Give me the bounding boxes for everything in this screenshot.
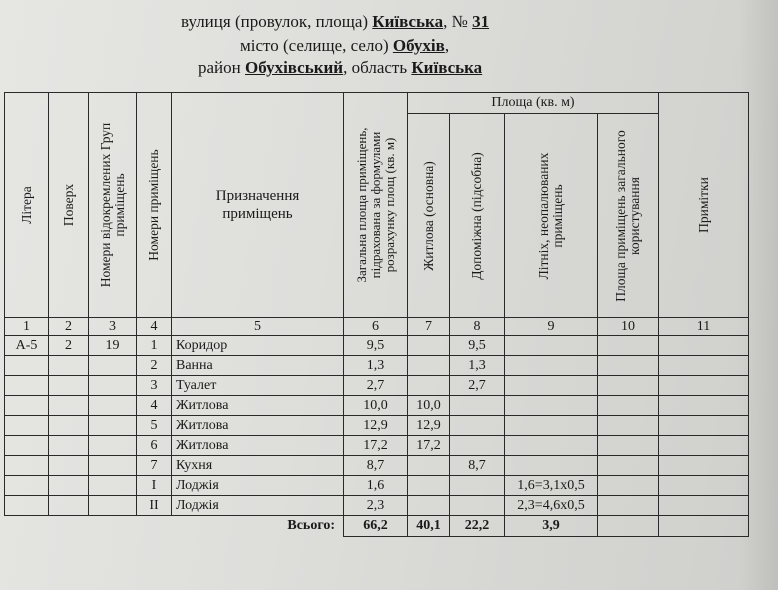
total-notes (659, 516, 749, 537)
cell-living: 12,9 (408, 416, 450, 436)
total-summer-sum: 3,9 (505, 516, 598, 537)
district-prefix: район (198, 58, 241, 77)
col-num: 7 (408, 318, 450, 336)
cell-total: 12,9 (344, 416, 408, 436)
cell-litera: А-5 (5, 336, 49, 356)
cell-notes (659, 476, 749, 496)
cell-purpose: Лоджія (172, 476, 344, 496)
col-num: 2 (49, 318, 89, 336)
cell-litera (5, 356, 49, 376)
cell-notes (659, 416, 749, 436)
table-row (5, 476, 749, 496)
cell-litera (5, 376, 49, 396)
cell-room: 2 (137, 356, 172, 376)
cell-common (598, 336, 659, 356)
cell-aux: 1,3 (450, 356, 505, 376)
cell-summer (505, 416, 598, 436)
cell-aux: 8,7 (450, 456, 505, 476)
cell-purpose: Кухня (172, 456, 344, 476)
city-suffix: , (444, 36, 450, 55)
cell-summer: 2,3=4,6х0,5 (505, 496, 598, 516)
cell-room: 5 (137, 416, 172, 436)
cell-common (598, 476, 659, 496)
cell-purpose: Туалет (172, 376, 344, 396)
cell-group (89, 476, 137, 496)
cell-aux (450, 496, 505, 516)
district-name: Обухівський (245, 58, 344, 77)
table-row (5, 396, 749, 416)
header-floor: Поверх (49, 93, 89, 318)
cell-total: 10,0 (344, 396, 408, 416)
region-prefix: , область (343, 58, 408, 77)
cell-aux (450, 416, 505, 436)
city-prefix: місто (селище, село) (240, 36, 389, 55)
column-number-row (5, 318, 749, 336)
total-label: Всього: (5, 516, 344, 537)
col-num: 9 (505, 318, 598, 336)
cell-floor (49, 416, 89, 436)
header-auxiliary: Допоміжна (підсобна) (450, 114, 505, 318)
cell-floor (49, 456, 89, 476)
cell-aux (450, 476, 505, 496)
cell-floor (49, 356, 89, 376)
table-row (5, 356, 749, 376)
cell-summer (505, 456, 598, 476)
cell-purpose: Лоджія (172, 496, 344, 516)
address-district-line (198, 58, 482, 78)
area-table (4, 92, 749, 537)
cell-common (598, 376, 659, 396)
cell-notes (659, 356, 749, 376)
header-rooms: Номери приміщень (137, 93, 172, 318)
region-name: Київська (411, 58, 483, 77)
address-city-line (240, 36, 449, 56)
total-area-sum: 66,2 (344, 516, 408, 537)
table-row (5, 496, 749, 516)
header-litera: Літера (5, 93, 49, 318)
header-living: Житлова (основна) (408, 114, 450, 318)
cell-notes (659, 496, 749, 516)
cell-room: I (137, 476, 172, 496)
cell-living (408, 496, 450, 516)
col-num: 4 (137, 318, 172, 336)
cell-aux: 2,7 (450, 376, 505, 396)
address-street-line (181, 12, 489, 32)
cell-total: 8,7 (344, 456, 408, 476)
number-label: , № (443, 12, 468, 31)
cell-living: 10,0 (408, 396, 450, 416)
cell-living: 17,2 (408, 436, 450, 456)
col-num: 10 (598, 318, 659, 336)
cell-living (408, 476, 450, 496)
header-area-group: Площа (кв. м) (408, 93, 659, 114)
cell-notes (659, 336, 749, 356)
cell-room: 6 (137, 436, 172, 456)
cell-notes (659, 456, 749, 476)
cell-total: 9,5 (344, 336, 408, 356)
table-row (5, 436, 749, 456)
cell-summer (505, 436, 598, 456)
cell-total: 1,3 (344, 356, 408, 376)
cell-room: 3 (137, 376, 172, 396)
cell-purpose: Житлова (172, 436, 344, 456)
header-common: Площа приміщень загального користування (598, 114, 659, 318)
cell-group (89, 436, 137, 456)
cell-summer (505, 356, 598, 376)
cell-common (598, 436, 659, 456)
house-number: 31 (472, 12, 490, 31)
cell-common (598, 496, 659, 516)
cell-aux (450, 396, 505, 416)
cell-floor (49, 376, 89, 396)
header-notes: Примітки (659, 93, 749, 318)
cell-aux (450, 436, 505, 456)
table-row (5, 336, 749, 356)
cell-living (408, 376, 450, 396)
cell-litera (5, 496, 49, 516)
header-total-area: Загальна площа приміщень, підрахована за формулами розрахунку площ (кв. м) (344, 93, 408, 318)
cell-group (89, 396, 137, 416)
cell-total: 2,7 (344, 376, 408, 396)
header-groups: Номери відокремлених Груп приміщень (89, 93, 137, 318)
cell-common (598, 396, 659, 416)
cell-notes (659, 376, 749, 396)
street-prefix: вулиця (провулок, площа) (181, 12, 369, 31)
col-num: 11 (659, 318, 749, 336)
cell-room: 7 (137, 456, 172, 476)
cell-room: 4 (137, 396, 172, 416)
cell-group (89, 416, 137, 436)
cell-group (89, 456, 137, 476)
cell-common (598, 456, 659, 476)
cell-purpose: Житлова (172, 416, 344, 436)
cell-group: 19 (89, 336, 137, 356)
cell-total: 17,2 (344, 436, 408, 456)
cell-litera (5, 396, 49, 416)
cell-notes (659, 436, 749, 456)
cell-floor: 2 (49, 336, 89, 356)
cell-purpose: Коридор (172, 336, 344, 356)
cell-group (89, 496, 137, 516)
table-row (5, 416, 749, 436)
cell-litera (5, 416, 49, 436)
cell-litera (5, 456, 49, 476)
table-header-row (5, 93, 749, 114)
cell-living (408, 456, 450, 476)
table-row (5, 456, 749, 476)
cell-floor (49, 436, 89, 456)
col-num: 1 (5, 318, 49, 336)
cell-aux: 9,5 (450, 336, 505, 356)
header-purpose: Призначення приміщень (172, 93, 344, 318)
cell-floor (49, 396, 89, 416)
cell-notes (659, 396, 749, 416)
cell-purpose: Ванна (172, 356, 344, 376)
cell-summer (505, 336, 598, 356)
total-row (5, 516, 749, 537)
cell-room: 1 (137, 336, 172, 356)
cell-litera (5, 436, 49, 456)
cell-total: 1,6 (344, 476, 408, 496)
cell-living (408, 336, 450, 356)
cell-floor (49, 476, 89, 496)
col-num: 3 (89, 318, 137, 336)
table-row (5, 376, 749, 396)
city-name: Обухів (392, 36, 445, 55)
cell-purpose: Житлова (172, 396, 344, 416)
cell-summer (505, 376, 598, 396)
street-name: Київська (372, 12, 444, 31)
cell-common (598, 416, 659, 436)
cell-summer (505, 396, 598, 416)
cell-room: II (137, 496, 172, 516)
cell-total: 2,3 (344, 496, 408, 516)
cell-summer: 1,6=3,1х0,5 (505, 476, 598, 496)
total-living-sum: 40,1 (408, 516, 450, 537)
cell-common (598, 356, 659, 376)
total-aux-sum: 22,2 (450, 516, 505, 537)
cell-litera (5, 476, 49, 496)
cell-living (408, 356, 450, 376)
cell-group (89, 356, 137, 376)
total-common-sum (598, 516, 659, 537)
col-num: 8 (450, 318, 505, 336)
col-num: 5 (172, 318, 344, 336)
cell-group (89, 376, 137, 396)
header-summer: Літніх, неопалюваних приміщень (505, 114, 598, 318)
col-num: 6 (344, 318, 408, 336)
cell-floor (49, 496, 89, 516)
